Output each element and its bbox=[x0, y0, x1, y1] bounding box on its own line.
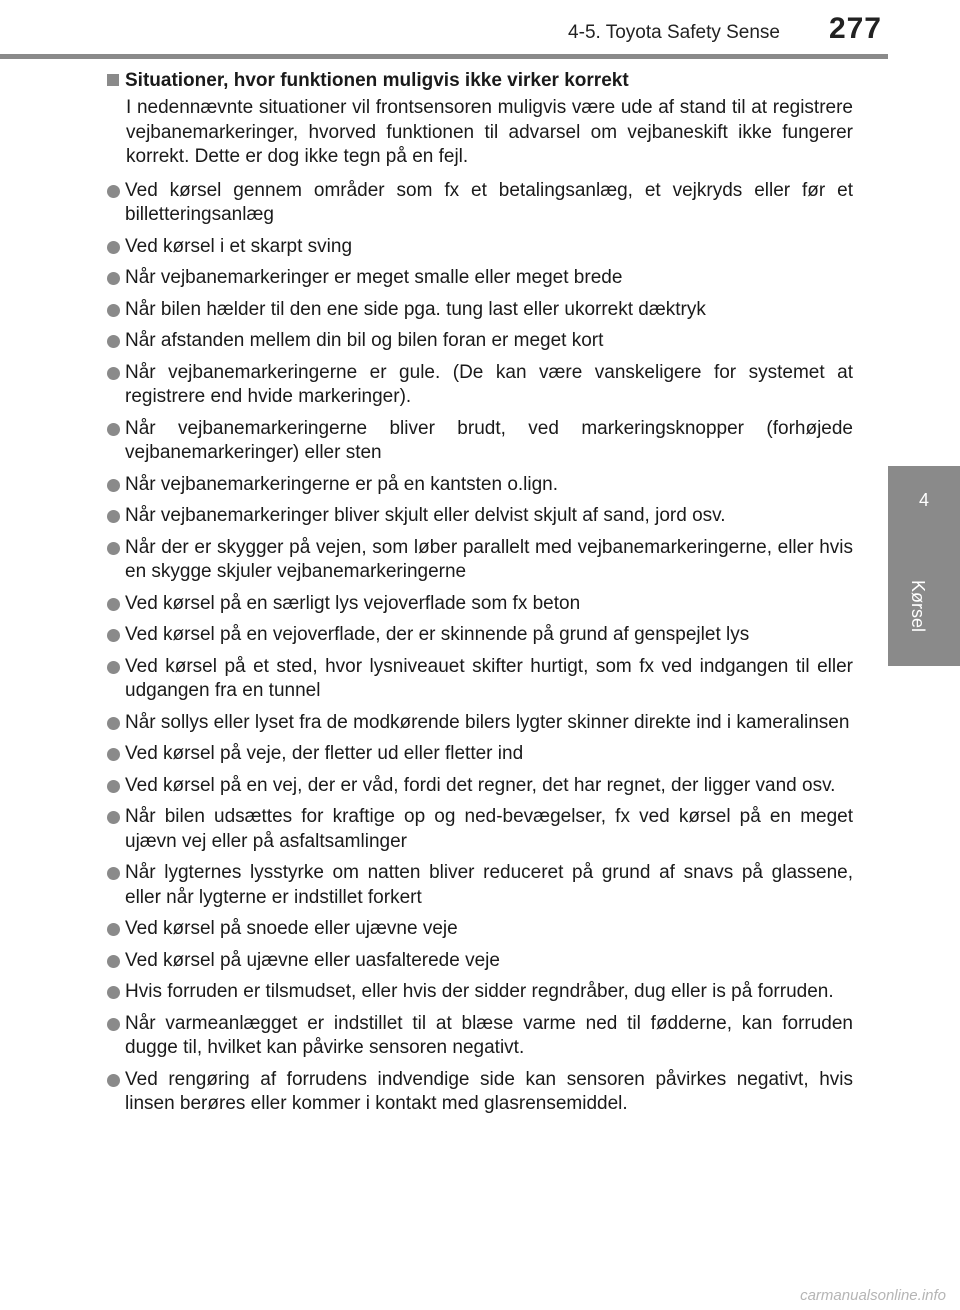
list-item-text: Ved kørsel på en særligt lys vejoverflade som fx beton bbox=[125, 592, 581, 614]
list-item-text: Når vejbanemarkeringer bliver skjult eller delvist skjult af sand, jord osv. bbox=[125, 505, 726, 526]
list-item-text: Når vejbanemarkeringerne bliver brudt, ved markeringsknopper (forhøjede vejbanemarkeringer) eller sten bbox=[125, 417, 853, 463]
list-item-text: Når varmeanlægget er indstillet til at blæse varme ned til fødderne, kan forruden dugge til, hvilket kan påvirke sensoren negativt. bbox=[125, 1012, 853, 1058]
circle-bullet-icon bbox=[107, 304, 120, 317]
list-item bbox=[107, 504, 853, 529]
list-item bbox=[107, 298, 853, 323]
list-item-text: Ved kørsel på snoede eller ujævne veje bbox=[125, 918, 458, 939]
circle-bullet-icon bbox=[107, 241, 120, 254]
list-item-text: Ved kørsel på et sted, hvor lysniveauet skifter hurtigt, som fx ved indgangen til eller udgangen fra en tunnel bbox=[125, 655, 853, 701]
list-item bbox=[107, 917, 853, 942]
list-item bbox=[107, 1068, 853, 1117]
list-item bbox=[107, 949, 853, 974]
circle-bullet-icon bbox=[107, 423, 120, 436]
list-item-text: Når sollys eller lyset fra de modkørende bilers lygter skinner direkte ind i kameralinsen bbox=[125, 711, 850, 733]
circle-bullet-icon bbox=[107, 923, 120, 936]
list-item bbox=[107, 179, 853, 228]
circle-bullet-icon bbox=[107, 748, 120, 761]
list-item bbox=[107, 473, 853, 498]
circle-bullet-icon bbox=[107, 272, 120, 285]
circle-bullet-icon bbox=[107, 955, 120, 968]
header-section-title: 4-5. Toyota Safety Sense bbox=[568, 22, 780, 43]
page-content bbox=[107, 68, 853, 1124]
list-item-text: Ved kørsel på en vej, der er våd, fordi det regner, det har regnet, der ligger vand osv. bbox=[125, 774, 836, 796]
page-header bbox=[0, 0, 960, 60]
watermark: carmanualsonline.info bbox=[800, 1287, 946, 1304]
circle-bullet-icon bbox=[107, 986, 120, 999]
list-item bbox=[107, 805, 853, 854]
chapter-number: 4 bbox=[918, 490, 929, 510]
page-number: 277 bbox=[828, 12, 882, 45]
list-item bbox=[107, 774, 853, 799]
list-item bbox=[107, 655, 853, 704]
list-item-text: Når lygternes lysstyrke om natten bliver reduceret på grund af snavs på glassene, eller når lygterne er indstillet forkert bbox=[125, 862, 853, 908]
header-rule bbox=[0, 54, 888, 59]
list-item bbox=[107, 623, 853, 648]
list-item-text: Ved kørsel på veje, der fletter ud eller fletter ind bbox=[125, 743, 524, 764]
list-item-text: Ved rengøring af forrudens indvendige side kan sensoren påvirkes negativt, hvis linsen berøres eller kommer i kontakt med glasrensemiddel. bbox=[125, 1068, 853, 1114]
square-bullet-icon bbox=[107, 74, 119, 86]
list-item-text: Når vejbanemarkeringerne er på en kantsten o.lign. bbox=[125, 473, 559, 495]
circle-bullet-icon bbox=[107, 1018, 120, 1031]
list-item bbox=[107, 235, 853, 260]
list-item-text: Ved kørsel på ujævne eller uasfalterede veje bbox=[125, 949, 500, 971]
circle-bullet-icon bbox=[107, 598, 120, 611]
circle-bullet-icon bbox=[107, 661, 120, 674]
list-item bbox=[107, 742, 853, 767]
circle-bullet-icon bbox=[107, 717, 120, 730]
list-item-text: Når bilen hælder til den ene side pga. tung last eller ukorrekt dæktryk bbox=[125, 298, 706, 320]
list-item-text: Ved kørsel i et skarpt sving bbox=[125, 235, 353, 257]
list-item bbox=[107, 980, 853, 1005]
list-item-text: Hvis forruden er tilsmudset, eller hvis der sidder regndråber, dug eller is på forruden. bbox=[125, 981, 834, 1002]
circle-bullet-icon bbox=[107, 367, 120, 380]
list-item bbox=[107, 1012, 853, 1061]
circle-bullet-icon bbox=[107, 335, 120, 348]
list-item-text: Ved kørsel på en vejoverflade, der er skinnende på grund af genspejlet lys bbox=[125, 624, 750, 645]
list-item bbox=[107, 329, 853, 354]
circle-bullet-icon bbox=[107, 479, 120, 492]
circle-bullet-icon bbox=[107, 510, 120, 523]
circle-bullet-icon bbox=[107, 867, 120, 880]
list-item-text: Når der er skygger på vejen, som løber parallelt med vejbanemarkeringerne, eller hvis en skygge skjuler vejbanemarkeringerne bbox=[125, 536, 853, 582]
list-item bbox=[107, 861, 853, 910]
list-item bbox=[107, 536, 853, 585]
circle-bullet-icon bbox=[107, 811, 120, 824]
list-item-text: Når afstanden mellem din bil og bilen foran er meget kort bbox=[125, 330, 604, 351]
circle-bullet-icon bbox=[107, 780, 120, 793]
list-item bbox=[107, 592, 853, 617]
list-item-text: Når bilen udsættes for kraftige op og ned-bevægelser, fx ved kørsel på en meget ujævn vej eller på asfaltsamlinger bbox=[125, 806, 853, 852]
list-item-text: Ved kørsel gennem områder som fx et betalingsanlæg, et vejkryds eller før et billetteringsanlæg bbox=[125, 179, 853, 225]
chapter-title: Kørsel bbox=[908, 580, 928, 633]
circle-bullet-icon bbox=[107, 1074, 120, 1087]
list-item-text: Når vejbanemarkeringerne er gule. (De kan være vanskeligere for systemet at registrere end hvide markeringer). bbox=[125, 361, 853, 407]
circle-bullet-icon bbox=[107, 185, 120, 198]
list-item bbox=[107, 266, 853, 291]
section-heading-text: Situationer, hvor funktionen muligvis ikke virker korrekt bbox=[125, 70, 629, 91]
list-item-text: Når vejbanemarkeringer er meget smalle eller meget brede bbox=[125, 267, 623, 288]
list-item bbox=[107, 361, 853, 410]
section-intro: I nedennævnte situationer vil frontsensoren muligvis være ude af stand til at registrere vejbanemarkeringer, hvorved funktionen til advarsel om vejbaneskift ikke fungerer korrekt. Dette er dog ikke tegn på en fejl. bbox=[126, 97, 853, 167]
list-item bbox=[107, 417, 853, 466]
circle-bullet-icon bbox=[107, 542, 120, 555]
circle-bullet-icon bbox=[107, 629, 120, 642]
bullet-list bbox=[107, 179, 853, 1117]
chapter-side-tab bbox=[888, 0, 960, 1310]
section-heading bbox=[107, 68, 853, 94]
list-item bbox=[107, 711, 853, 736]
